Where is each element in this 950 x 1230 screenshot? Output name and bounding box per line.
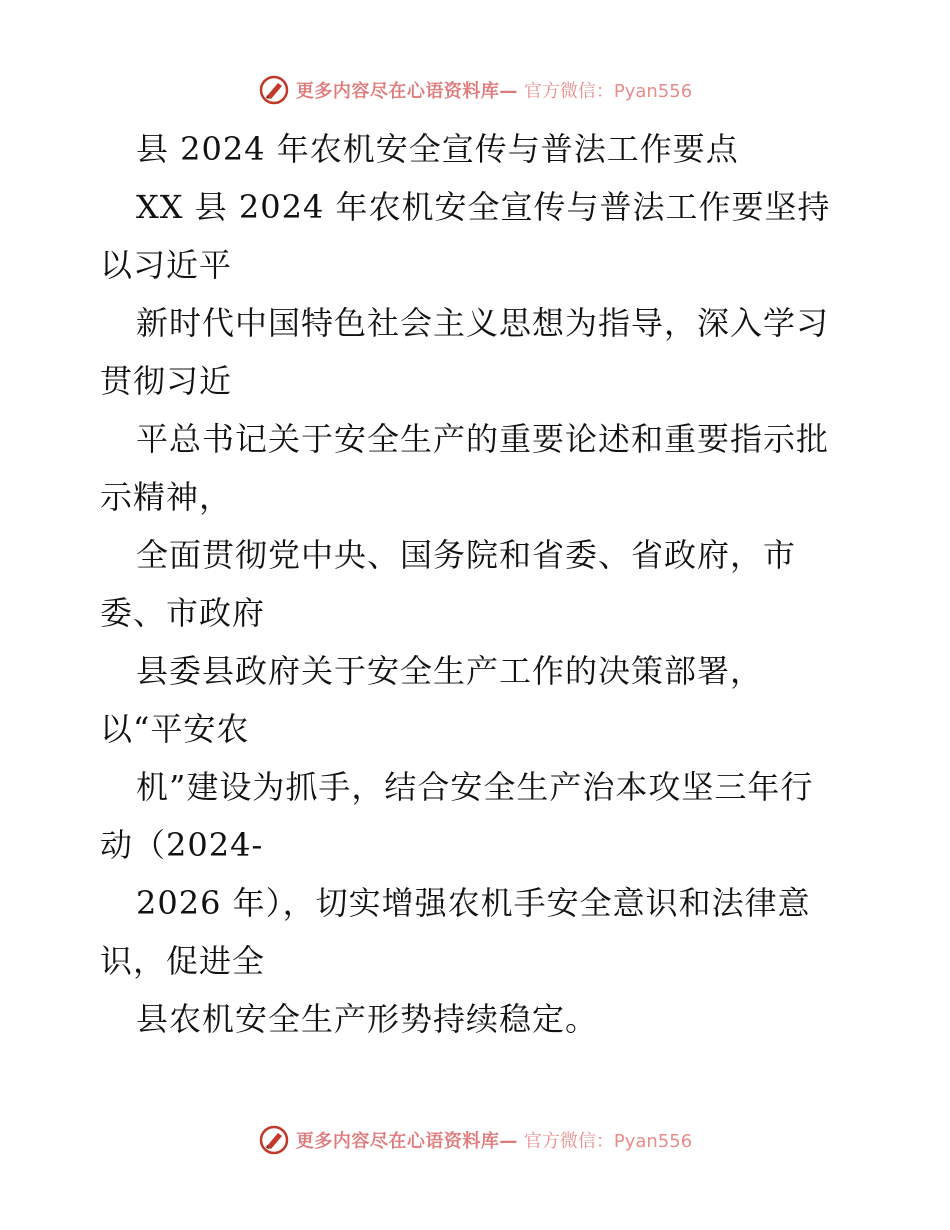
body-text-line: 以“平安农 bbox=[100, 710, 250, 748]
body-text-line: 2026 年），切实增强农机手安全意识和法律意 bbox=[136, 884, 811, 922]
footer-watermark bbox=[0, 1120, 950, 1160]
watermark-text: 更多内容尽在心语资料库— bbox=[295, 81, 518, 102]
body-text-line: 新时代中国特色社会主义思想为指导，深入学习 bbox=[136, 304, 830, 342]
body-text-line: 平总书记关于安全生产的重要论述和重要指示批 bbox=[136, 420, 830, 458]
watermark-wechat: 官方微信：Pyan556 bbox=[523, 1131, 693, 1152]
body-text-line: 动（2024- bbox=[100, 826, 264, 864]
body-text-line: 识，促进全 bbox=[100, 942, 266, 980]
watermark-text: 更多内容尽在心语资料库— bbox=[295, 1131, 518, 1152]
body-text-line: 全面贯彻党中央、国务院和省委、省政府，市 bbox=[136, 536, 797, 574]
body-text-line: 县农机安全生产形势持续稳定。 bbox=[136, 1000, 599, 1038]
body-text-line: 机”建设为抓手，结合安全生产治本攻坚三年行 bbox=[136, 768, 814, 806]
body-text-line: 委、市政府 bbox=[100, 594, 266, 632]
body-text-line: 贯彻习近 bbox=[100, 362, 233, 400]
header-watermark bbox=[0, 70, 950, 110]
document-title: 县 2024 年农机安全宣传与普法工作要点 bbox=[136, 130, 739, 168]
body-text-line: 以习近平 bbox=[100, 246, 233, 284]
watermark-wechat: 官方微信：Pyan556 bbox=[523, 81, 693, 102]
pen-logo-icon bbox=[258, 1124, 290, 1156]
pen-logo-icon bbox=[258, 74, 290, 106]
body-text-line: 示精神， bbox=[100, 478, 233, 516]
body-text-line: XX 县 2024 年农机安全宣传与普法工作要坚持 bbox=[136, 188, 831, 226]
document-body bbox=[100, 120, 860, 1048]
body-text-line: 县委县政府关于安全生产工作的决策部署， bbox=[136, 652, 764, 690]
